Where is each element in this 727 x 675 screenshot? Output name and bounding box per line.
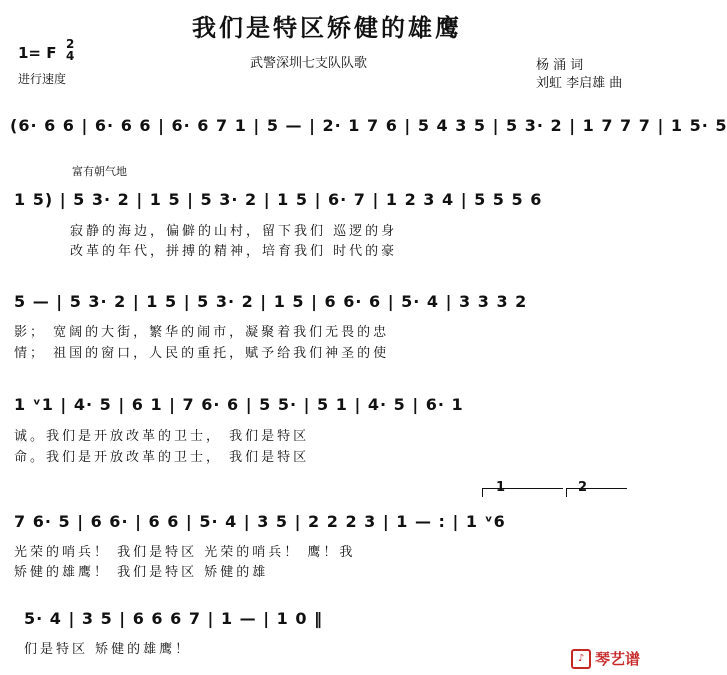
- tempo-marking: 进行速度: [18, 72, 67, 86]
- lyric-line-5-verse-2: 矫健的雄鹰！ 我们是特区 矫健的雄: [14, 565, 269, 580]
- composer-credit: 刘虹 李启雄 曲: [536, 76, 623, 91]
- notation-line-5: 7 6· 5 | 6 6· | 6 6 | 5· 4 | 3 5 | 2 2 2 3 | 1 — : | 1 ᵛ6: [14, 512, 506, 531]
- time-signature-top: 2: [66, 37, 75, 51]
- volta-bracket-1: [482, 488, 563, 497]
- notation-line-4: 1 ᵛ1 | 4· 5 | 6 1 | 7 6· 6 | 5 5· | 5 1 | 4· 5 | 6· 1: [14, 395, 464, 414]
- volta-label-1: 1: [496, 480, 506, 495]
- expression-marking: 富有朝气地: [72, 165, 127, 178]
- song-title: 我们是特区矫健的雄鹰: [192, 14, 462, 42]
- lyricist-credit: 杨 涌 词: [536, 58, 584, 73]
- time-signature: [66, 38, 74, 62]
- watermark-text: 琴艺谱: [594, 650, 640, 668]
- song-subtitle: 武警深圳七支队队歌: [250, 56, 368, 71]
- notation-line-6: 5· 4 | 3 5 | 6 6 6 7 | 1 — | 1 0 ‖: [24, 609, 324, 628]
- lyric-line-3-verse-2: 情； 祖国的窗口，人民的重托，赋予给我们神圣的使: [14, 346, 390, 361]
- site-watermark: [571, 648, 640, 669]
- lyric-line-4-verse-2: 命。我们是开放改革的卫士， 我们是特区: [14, 450, 310, 465]
- lyric-line-6-verse-1: 们是特区 矫健的雄鹰！: [24, 642, 192, 657]
- lyric-line-2-verse-1: 寂静的海边，偏僻的山村，留下我们 巡逻的身: [70, 224, 398, 239]
- lyric-line-5-verse-1: 光荣的哨兵！ 我们是特区 光荣的哨兵！ 鹰！我: [14, 545, 356, 560]
- key-signature: 1= F: [18, 44, 57, 62]
- notation-line-3: 5 — | 5 3· 2 | 1 5 | 5 3· 2 | 1 5 | 6 6· 6 | 5· 4 | 3 3 3 2: [14, 292, 528, 311]
- notation-line-2: 1 5) | 5 3· 2 | 1 5 | 5 3· 2 | 1 5 | 6· 7 | 1 2 3 4 | 5 5 5 6: [14, 190, 543, 209]
- time-signature-bottom: 4: [66, 49, 75, 63]
- lyric-line-3-verse-1: 影； 宽阔的大街，繁华的闹市，凝聚着我们无畏的忠: [14, 325, 390, 340]
- lyric-line-2-verse-2: 改革的年代，拼搏的精神，培育我们 时代的豪: [70, 244, 398, 259]
- volta-bracket-2: [566, 488, 627, 497]
- lyric-line-4-verse-1: 诚。我们是开放改革的卫士， 我们是特区: [14, 429, 310, 444]
- notation-line-1: (6· 6 6 | 6· 6 6 | 6· 6 7 1 | 5 — | 2· 1 7 6 | 5 4 3 5 | 5 3· 2 | 1 7 7 7 | 1 5· 5: [10, 116, 727, 135]
- piano-logo-icon: ♪: [571, 649, 591, 669]
- volta-label-2: 2: [578, 480, 588, 495]
